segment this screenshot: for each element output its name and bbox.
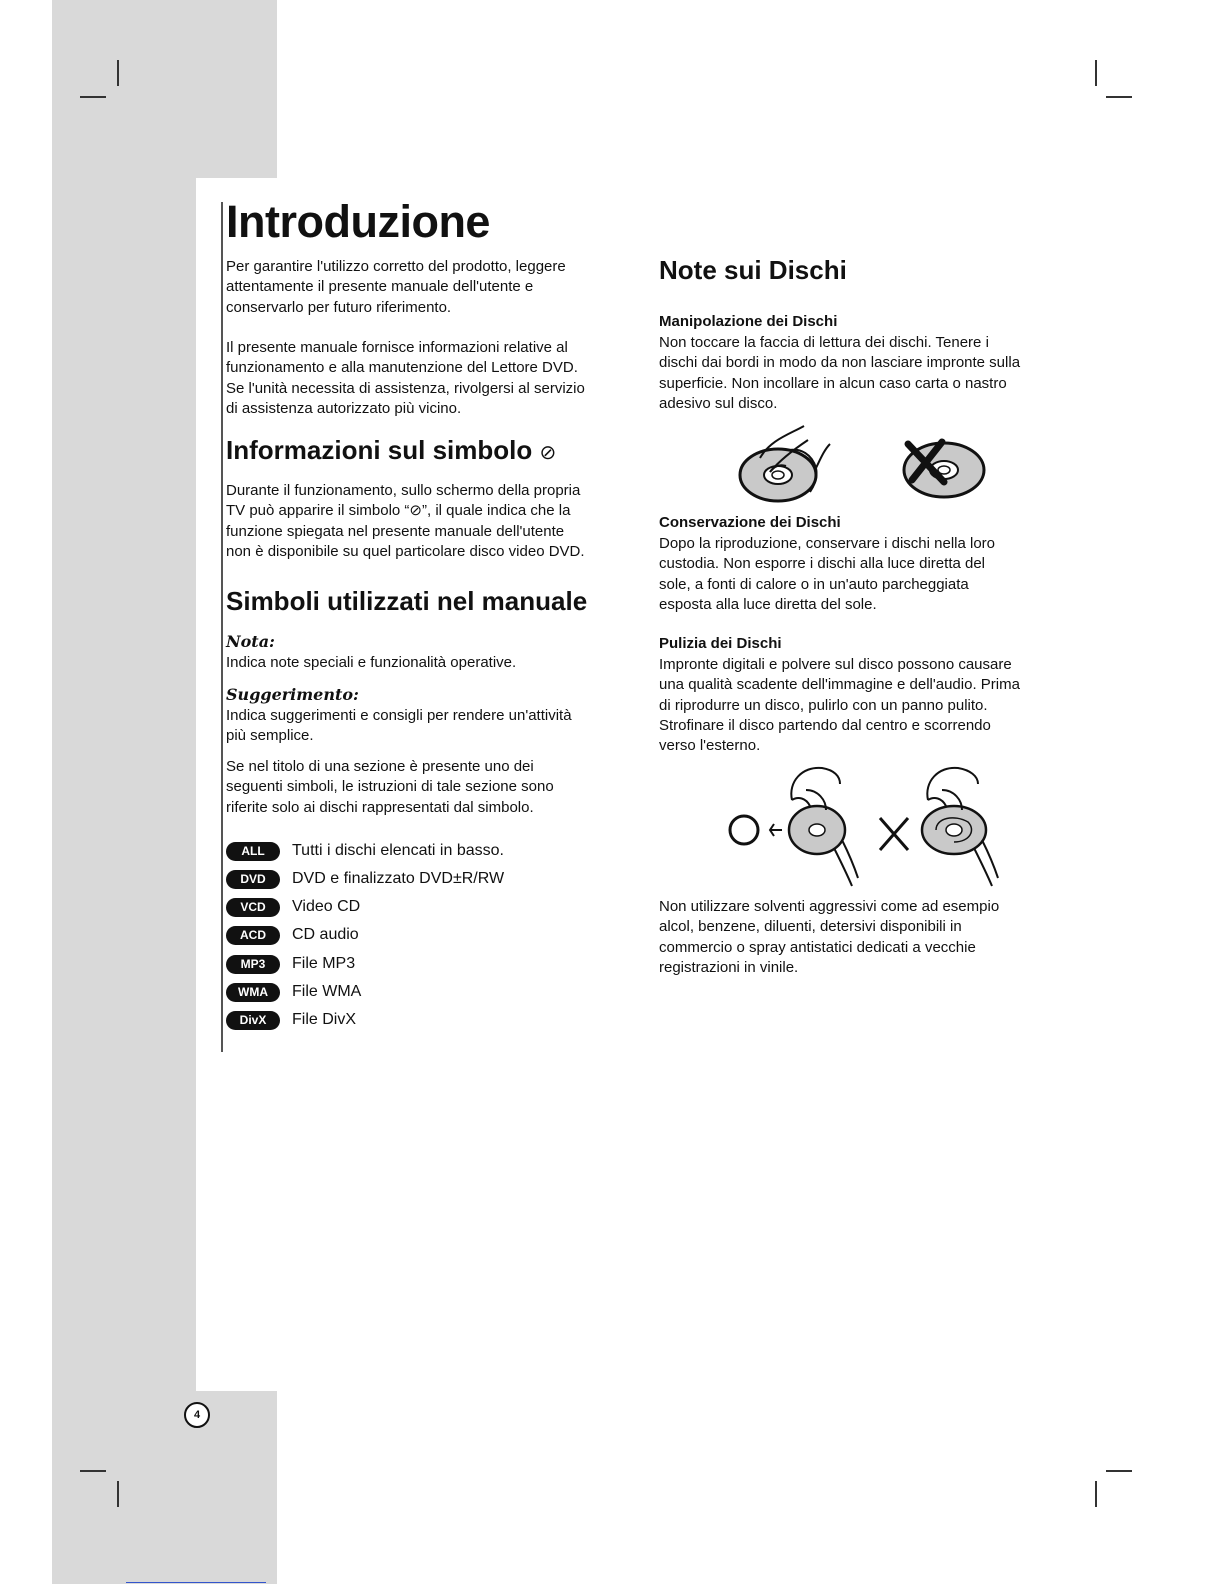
text-line: Dopo la riproduzione, conservare i dischi nella loro	[659, 535, 996, 552]
text-line: funzionamento e alla manutenzione del Lettore DVD.	[226, 359, 578, 377]
discs-heading: Note sui Dischi	[659, 255, 847, 285]
tip-text	[226, 706, 572, 747]
text-line: Impronte digitali e polvere sul disco possono causare	[659, 656, 1012, 673]
text-line: conservarlo per futuro riferimento.	[226, 298, 452, 316]
crop-mark	[80, 1470, 106, 1472]
text-line: di assistenza autorizzato più vicino.	[226, 399, 462, 417]
text-line: esposta alla luce diretta del sole.	[659, 595, 877, 613]
text-line: Strofinare il disco partendo dal centro e scorrendo	[659, 716, 991, 734]
text-line: custodia. Non esporre i dischi alla luce diretta del	[659, 555, 986, 573]
storage-title: Conservazione dei Dischi	[659, 514, 841, 531]
disc-badge: WMA	[226, 983, 280, 1002]
text-line: commercio o spray antistatici dedicati a vecchie	[659, 938, 976, 956]
cleaning-warning-paragraph	[659, 897, 999, 978]
left-column-rule	[221, 202, 223, 1052]
disc-correct-hold-icon	[740, 426, 830, 501]
crop-mark	[1095, 1481, 1097, 1507]
symbol-description: File WMA	[292, 983, 362, 1000]
note-text: Indica note speciali e funzionalità operative.	[226, 654, 517, 671]
heading-text: Informazioni sul simbolo	[226, 435, 533, 465]
cleaning-title: Pulizia dei Dischi	[659, 635, 782, 652]
crop-mark	[117, 60, 119, 86]
text-line: funzione spiegata nel presente manuale dell'utente	[226, 522, 565, 540]
text-line: seguenti simboli, le istruzioni di tale sezione sono	[226, 778, 554, 796]
symbols-heading: Simboli utilizzati nel manuale	[226, 586, 588, 616]
text-line: Per garantire l'utilizzo corretto del prodotto, leggere	[226, 258, 566, 275]
text-line: Non utilizzare solventi aggressivi come ad esempio	[659, 898, 1000, 915]
handling-paragraph	[659, 333, 1020, 414]
text-line: una qualità scadente dell'immagine e dell'audio. Prima	[659, 676, 1020, 694]
crop-mark	[1095, 60, 1097, 86]
text-line: non è disponibile su quel particolare disco video DVD.	[226, 542, 585, 560]
text-line: attentamente il presente manuale dell'utente e	[226, 278, 534, 296]
disc-badge: DVD	[226, 870, 280, 889]
storage-paragraph	[659, 534, 995, 615]
text-line: superficie. Non incollare in alcun caso carta o nastro	[659, 374, 1007, 392]
cleaning-paragraph	[659, 655, 1020, 756]
page-number: 4	[184, 1402, 210, 1428]
disc-badge: DivX	[226, 1011, 280, 1030]
text-line: Se l'unità necessita di assistenza, rivolgersi al servizio	[226, 379, 585, 397]
disc-wrong-hold-icon	[904, 442, 984, 497]
text-line: Durante il funzionamento, sullo schermo della propria	[226, 482, 581, 499]
bottom-link-line	[126, 1582, 266, 1583]
symbol-description: CD audio	[292, 926, 359, 943]
text-line: TV può apparire il simbolo “	[226, 502, 410, 520]
crop-mark	[1106, 1470, 1132, 1472]
text-line: dischi dai bordi in modo da non lasciare impronte sulla	[659, 354, 1021, 372]
disc-badge: ALL	[226, 842, 280, 861]
text-line: alcol, benzene, diluenti, detersivi disponibili in	[659, 918, 962, 936]
text-line: di riprodurre un disco, pulirlo con un panno pulito.	[659, 696, 988, 714]
symbol-description: Video CD	[292, 898, 361, 915]
text-line: riferite solo ai dischi rappresentati dal simbolo.	[226, 798, 534, 816]
disc-clean-correct-icon	[770, 768, 858, 886]
text-line: più semplice.	[226, 727, 314, 745]
symbol-description: File DivX	[292, 1011, 357, 1028]
note-label: Nota:	[226, 632, 275, 651]
crop-mark	[117, 1481, 119, 1507]
symbol-info-heading	[226, 435, 556, 466]
intro-paragraph-1	[226, 257, 566, 318]
wrong-mark-icon	[880, 818, 908, 850]
page-title: Introduzione	[226, 196, 490, 247]
text-line: ”, il quale indica che la	[422, 502, 571, 520]
prohibited-icon: ⊘	[539, 442, 557, 464]
symbol-info-paragraph	[226, 481, 585, 562]
text-line: Il presente manuale fornisce informazioni relative al	[226, 339, 568, 356]
disc-cleaning-illustration	[722, 760, 1012, 892]
disc-handling-illustration	[730, 420, 1000, 508]
page-margin-top	[52, 0, 277, 178]
symbol-description: Tutti i dischi elencati in basso.	[292, 842, 504, 859]
text-line: Non toccare la faccia di lettura dei dischi. Tenere i	[659, 334, 989, 351]
crop-mark	[80, 96, 106, 98]
text-line: Se nel titolo di una sezione è presente uno dei	[226, 758, 534, 775]
disc-clean-wrong-icon	[922, 768, 998, 886]
text-line: registrazioni in vinile.	[659, 958, 799, 976]
tip-label: Suggerimento:	[226, 685, 359, 704]
text-line: sole, a fonti di calore o in un'auto parcheggiata	[659, 575, 969, 593]
text-line: adesivo sul disco.	[659, 394, 778, 412]
page-margin-left	[52, 178, 196, 1398]
disc-badge: ACD	[226, 926, 280, 945]
text-line: verso l'esterno.	[659, 737, 761, 755]
prohibited-icon: ⊘	[409, 502, 422, 520]
correct-mark-icon	[730, 816, 758, 844]
intro-paragraph-2	[226, 338, 585, 419]
handling-title: Manipolazione dei Dischi	[659, 313, 838, 330]
page-margin-bottom	[52, 1391, 277, 1584]
disc-badge: VCD	[226, 898, 280, 917]
section-symbols-paragraph	[226, 757, 554, 818]
disc-badge: MP3	[226, 955, 280, 974]
symbol-description: File MP3	[292, 955, 356, 972]
symbol-description: DVD e finalizzato DVD±R/RW	[292, 870, 505, 887]
crop-mark	[1106, 96, 1132, 98]
text-line: Indica suggerimenti e consigli per rendere un'attività	[226, 707, 572, 724]
